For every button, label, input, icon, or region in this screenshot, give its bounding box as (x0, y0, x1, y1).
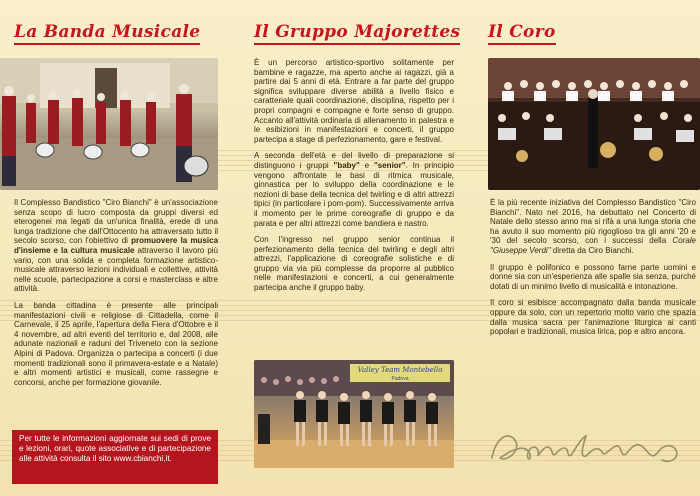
band-photo (0, 58, 218, 190)
band-paragraph-2: La banda cittadina è presente alle principali manifestazioni civili e religiose di Cittadella, come il Carnevale, il 25 aprile, l'apertura della Fiera d'Ottobre e il 4 novembre, ad altri eventi del territorio e, dal 2008, alle adunate nazionali e raduni del Triveneto con la sezione Alpini di Padova. Organizza o partecipa a concerti (i due momenti tradizionali sono il primavera-estate e a Natale) e altri momenti artistici e musicali, come rassegne e concorsi, anche per formazione giovanile. (14, 300, 218, 387)
band-p1-text-end: attraverso il lavoro più vario, con una solida e completa formazione artistico-musicale attraverso lezioni individuali e collettive, attività nelle scuole, partecipazione a corsi e masterclass e altre attività. (14, 245, 218, 294)
choir-column (478, 0, 700, 496)
majorettes-column (246, 0, 461, 496)
majorettes-p2-and: e (359, 160, 374, 170)
majorettes-photo (254, 360, 454, 468)
choir-heading: Il Coro (488, 22, 556, 45)
band-p1-bold: promuovere la musica d'insieme e la cultura musicale (14, 236, 219, 255)
choir-paragraph-3: Il coro si esibisce accompagnato dalla banda musicale oppure da solo, con un repertorio molto vario che spazia dalla musica sacra per l'animazione liturgica ai canti popolari e tradizionali, musica lirica, pop e altro ancora. (490, 298, 696, 337)
majorettes-text (254, 58, 454, 300)
majorettes-paragraph-3: Con l'ingresso nel gruppo senior continua il perfezionamento della tecnica del twirling e degli altri attrezzi, l'applicazione di coreografie solistiche e di gruppo via via più complesse da proporre al pubblico nelle manifestazioni e concerti, a cui generalmente partecipa anche il gruppo baby. (254, 235, 454, 293)
majorettes-banner-text: Valley Team Montebello (357, 366, 443, 374)
majorettes-baby-label: "baby" (333, 160, 360, 170)
majorettes-p2-text-end: . In principio vengono affrontate le basi di ritmica musicale, ginnastica per lo sviluppo della coordinazione e le nozioni di base della tecnica del twirling e di altri attrezzi tipici (in particolare i pom-pom). Successivamente arriva il momento per le prime coreografie di gruppo e da parata e per altri attrezzi come bandiera e nastro. (254, 160, 454, 228)
majorettes-heading: Il Gruppo Majorettes (254, 22, 460, 45)
choir-p1-italic: Corale "Giuseppe Verdi" (490, 236, 696, 255)
majorettes-paragraph-1: È un percorso artistico-sportivo solitamente per bambine e ragazze, ma aperto anche ai ragazzi, già a partire dai 5 anni di età. Entrare a far parte del gruppo significa sviluppare diverse abilità a livello fisico e caratteriale quali coordinazione, disciplina, rispetto per i propri compagni e compagne e forte senso di gruppo. Accanto all'attività ordinaria di allenamento in palestra e le esibizioni in manifestazioni e concerti, il gruppo partecipa a stage di perfezionamento, gare e festival. (254, 58, 454, 144)
majorettes-p2-text: A seconda dell'età e del livello di preparazione si distinguono i gruppi (254, 151, 454, 170)
choir-paragraph-1 (490, 198, 696, 256)
choir-p1-text: È la più recente iniziativa del Complesso Bandistico "Ciro Bianchi". Nato nel 2016, ha debuttato nel Concerto di Natale dello stesso anno ma si rifà a una lunga storia che ha avuto il suo momento più rigoglioso tra gli anni '20 e '30 del secolo scorso, con i successi della (490, 198, 696, 246)
band-column (0, 0, 230, 496)
band-paragraph-1 (14, 198, 218, 294)
choir-paragraph-2: Il gruppo è polifonico e possono farne parte uomini e donne sia con un'esperienza alle spalle sia senza, purché dotati di un minimo livello di musicalità e intonazione. (490, 262, 696, 291)
info-box: Per tutte le informazioni aggiornate sui sedi di prove e lezioni, orari, quote associative e di partecipazione alle attività consulta il sito www.cbianchi.it. (12, 430, 218, 484)
choir-photo (488, 58, 700, 190)
choir-p1-text-end: diretta da Ciro Bianchi. (550, 245, 634, 255)
signature (486, 418, 692, 478)
band-p1-text: Il Complesso Bandistico "Ciro Bianchi" è un'associazione senza scopo di lucro composta da gruppi diversi ed eterogenei ma legati da un'unica finalità, erede di una lunga tradizione che dall'Ottocento ha attraversato tutto il secolo scorso, con l'obiettivo di (14, 198, 218, 246)
band-text (14, 198, 218, 394)
band-heading: La Banda Musicale (14, 22, 200, 45)
majorettes-banner-subtext: Padova (391, 376, 409, 382)
choir-text (490, 198, 696, 344)
majorettes-paragraph-2 (254, 151, 454, 228)
majorettes-senior-label: "senior" (373, 160, 406, 170)
